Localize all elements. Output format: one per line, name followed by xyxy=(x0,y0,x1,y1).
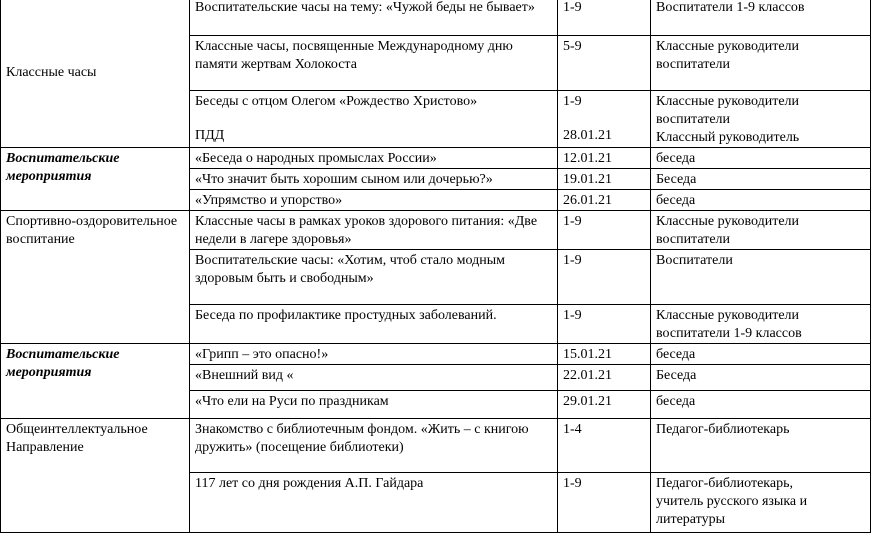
grades-cell: 1-9 xyxy=(558,250,651,305)
category-text: Воспитательские мероприятия xyxy=(6,347,120,380)
responsible-cell xyxy=(651,473,871,533)
category-line: Направление xyxy=(6,440,84,455)
event-cell: «Упрямство и упорство» xyxy=(190,190,558,211)
event-cell xyxy=(190,91,558,148)
event-cell: Знакомство с библиотечным фондом. «Жить – с книгою дружить» (посещение библиотеки) xyxy=(190,419,558,473)
table-row xyxy=(1,0,871,36)
grades-cell xyxy=(558,91,651,148)
category-cell xyxy=(1,211,190,344)
category-cell xyxy=(1,0,190,148)
responsible-cell xyxy=(651,305,871,344)
responsible-cell: Воспитатели xyxy=(651,250,871,305)
responsible-line: Педагог-библиотекарь, xyxy=(656,476,793,491)
responsible-line: Классный руководитель xyxy=(656,130,800,145)
responsible-line: учитель русского языка и xyxy=(656,494,808,509)
responsible-line: Классные руководители xyxy=(656,94,800,109)
category-cell xyxy=(1,419,190,533)
category-text: Воспитательские мероприятия xyxy=(6,151,120,184)
table-row xyxy=(1,419,871,473)
event-cell: «Беседа о народных промыслах России» xyxy=(190,148,558,169)
responsible-cell: Педагог-библиотекарь xyxy=(651,419,871,473)
category-cell xyxy=(1,344,190,419)
grades-cell: 15.01.21 xyxy=(558,344,651,365)
responsible-cell: беседа xyxy=(651,190,871,211)
responsible-line: воспитатели xyxy=(656,57,731,72)
event-cell: 117 лет со дня рождения А.П. Гайдара xyxy=(190,473,558,533)
grades-cell: 1-9 xyxy=(558,473,651,533)
event-cell: Классные часы, посвященные Международному дню памяти жертвам Холокоста xyxy=(190,36,558,91)
event-cell: «Внешний вид « xyxy=(190,365,558,391)
table-row xyxy=(1,211,871,250)
responsible-line: воспитатели xyxy=(656,232,731,247)
responsible-line: литературы xyxy=(656,512,726,527)
grades-cell: 1-9 xyxy=(558,211,651,250)
grades-cell: 26.01.21 xyxy=(558,190,651,211)
grades-cell: 19.01.21 xyxy=(558,169,651,190)
grades-line: 1-9 xyxy=(563,94,582,109)
category-text: Спортивно-оздоровительное воспитание xyxy=(6,214,178,247)
event-cell: «Грипп – это опасно!» xyxy=(190,344,558,365)
grades-cell: 12.01.21 xyxy=(558,148,651,169)
category-cell xyxy=(1,148,190,211)
event-cell: Классные часы в рамках уроков здорового питания: «Две недели в лагере здоровья» xyxy=(190,211,558,250)
table-row xyxy=(1,344,871,365)
responsible-line: Классные руководители xyxy=(656,308,800,323)
responsible-cell xyxy=(651,36,871,91)
grades-cell: 1-9 xyxy=(558,0,651,36)
responsible-line: воспитатели 1-9 классов xyxy=(656,326,802,341)
responsible-cell: беседа xyxy=(651,391,871,419)
grades-cell: 29.01.21 xyxy=(558,391,651,419)
grades-cell: 1-9 xyxy=(558,305,651,344)
responsible-cell: Беседа xyxy=(651,365,871,391)
responsible-line: воспитатели xyxy=(656,112,731,127)
category-text: Классные часы xyxy=(6,65,97,80)
event-line: ПДД xyxy=(195,128,225,143)
grades-line: 28.01.21 xyxy=(563,128,612,143)
responsible-line: Классные руководители xyxy=(656,39,800,54)
event-cell: Воспитательские часы на тему: «Чужой беды не бывает» xyxy=(190,0,558,36)
responsible-cell: беседа xyxy=(651,148,871,169)
category-line: Общеинтеллектуальное xyxy=(6,422,148,437)
event-line: Беседы с отцом Олегом «Рождество Христово» xyxy=(195,94,478,109)
responsible-line: Классные руководители xyxy=(656,214,800,229)
table-row xyxy=(1,148,871,169)
grades-cell: 22.01.21 xyxy=(558,365,651,391)
responsible-cell: Беседа xyxy=(651,169,871,190)
event-cell: «Что значит быть хорошим сыном или дочерью?» xyxy=(190,169,558,190)
responsible-cell: Воспитатели 1-9 классов xyxy=(651,0,871,36)
event-cell: Беседа по профилактике простудных заболеваний. xyxy=(190,305,558,344)
grades-cell: 1-4 xyxy=(558,419,651,473)
responsible-cell xyxy=(651,91,871,148)
grades-cell: 5-9 xyxy=(558,36,651,91)
responsible-cell: беседа xyxy=(651,344,871,365)
event-cell: «Что ели на Руси по праздникам xyxy=(190,391,558,419)
responsible-cell xyxy=(651,211,871,250)
event-cell: Воспитательские часы: «Хотим, чтоб стало модным здоровым быть и свободным» xyxy=(190,250,558,305)
